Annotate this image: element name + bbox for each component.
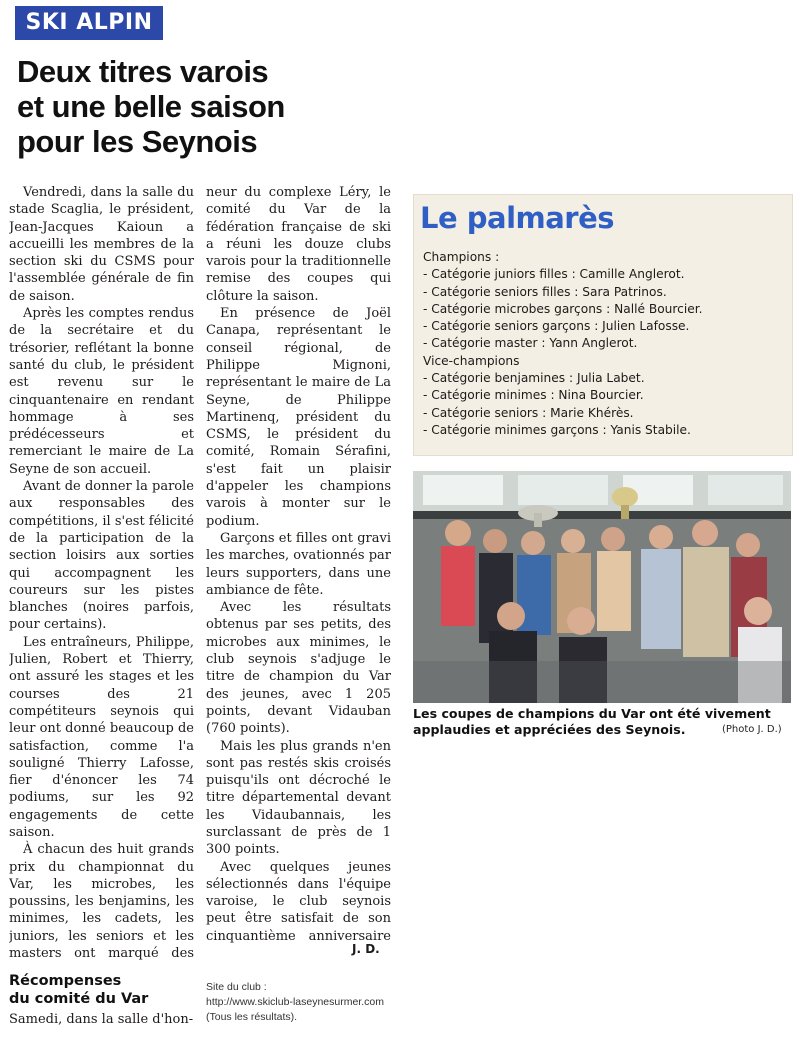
photo-caption: Les coupes de champions du Var ont été vivement applaudies et appréciées des Seynois.: [413, 706, 771, 737]
photo-illustration: [413, 471, 791, 703]
palmares-line: Vice-champions: [423, 353, 520, 368]
palmares-line: - Catégorie minimes garçons : Yanis Stabile.: [423, 422, 691, 437]
paragraph: À chacun des huit grands prix du championnat du Var, les microbes, les poussins, les benjamins, les minimes, les cadets, les juniors, les seniors et les masters ont marqué des: [9, 842, 194, 960]
paragraph-continued: Samedi, dans la salle d'hon-: [9, 1012, 194, 1027]
subheading-line: du comité du Var: [9, 991, 149, 1007]
palmares-title: Le palmarès: [420, 201, 615, 235]
palmares-list: [423, 249, 783, 439]
headline-line: et une belle saison: [17, 89, 285, 124]
paragraph: Avant de donner la parole aux responsables des compétitions, il s'est félicité de la participation de la section loisirs aux sorties qui accompagnent les coureurs sur les pistes blanches (noires parfois, pour certains).: [9, 479, 194, 633]
section-label: SKI ALPIN: [15, 6, 163, 40]
headline: [17, 54, 377, 159]
palmares-line: - Catégorie minimes : Nina Bourcier.: [423, 388, 644, 403]
palmares-line: - Catégorie microbes garçons : Nallé Bourcier.: [423, 301, 703, 316]
palmares-line: - Catégorie seniors : Marie Khérès.: [423, 405, 634, 420]
headline-line: Deux titres varois: [17, 54, 269, 89]
paragraph: Les entraîneurs, Philippe, Julien, Robert et Thierry, ont assuré les stages et les courses des 21 compétiteurs seynois qui leur ont donné beaucoup de satisfaction, comme l'a souligné Thierry Lafosse, fier d'énoncer les 74 podiums, sur les 92 engagements de cette saison.: [9, 634, 194, 840]
article-column-2: [206, 184, 391, 944]
paragraph: Vendredi, dans la salle du stade Scaglia, le président, Jean-Jacques Kaioun a accueilli les membres de la section ski du CSMS pour l'assemblée générale de fin de saison.: [9, 185, 194, 304]
paragraph: neur du complexe Léry, le comité du Var de la fédération française de ski a réuni les douze clubs varois pour la traditionnelle remise des coupes qui clôture la saison.: [206, 185, 391, 304]
site-label: Site du club :: [206, 981, 267, 993]
palmares-line: - Catégorie juniors filles : Camille Anglerot.: [423, 267, 685, 282]
palmares-line: - Catégorie master : Yann Anglerot.: [423, 336, 638, 351]
paragraph: Avec quelques jeunes sélectionnés dans l'équipe varoise, le club seynois peut être satisfait de son cinquantième anniversaire: [206, 859, 391, 944]
paragraph: Avec les résultats obtenus par ses petits, des microbes aux minimes, le club seynois s'adjuge le titre de champion du Var des jeunes, avec 1 205 points, devant Vidauban (760 points).: [206, 600, 391, 737]
palmares-line: - Catégorie seniors filles : Sara Patrinos.: [423, 284, 667, 299]
subheading-line: Récompenses: [9, 973, 122, 989]
palmares-line: Champions :: [423, 250, 500, 264]
palmares-box: [413, 194, 793, 456]
headline-line: pour les Seynois: [17, 124, 258, 159]
club-site-box: [206, 980, 396, 1025]
site-note: (Tous les résultats).: [206, 1011, 298, 1023]
paragraph: Après les comptes rendus de la secrétaire et du trésorier, reflétant la bonne santé du club, le président est revenu sur le cinquantenaire en rendant hommage à ses prédécesseurs et remerciant le maire de La Seyne de son accueil.: [9, 306, 194, 477]
group-photo: [413, 471, 791, 703]
palmares-line: - Catégorie seniors garçons : Julien Lafosse.: [423, 319, 690, 334]
paragraph: En présence de Joël Canapa, représentant le conseil régional, de Philippe Mignoni, représentant le maire de La Seyne, de Philippe Martinenq, président du CSMS, le président du comité, Romain Sérafini, s'est fait un plaisir d'appeler les champions varois à monter sur le podium.: [206, 306, 391, 529]
photo-credit: (Photo J. D.): [722, 724, 782, 735]
site-url[interactable]: http://www.skiclub-laseynesurmer.com: [206, 996, 384, 1008]
paragraph: Garçons et filles ont gravi les marches, ovationnés par leurs supporters, dans une ambiance de fête.: [206, 530, 391, 598]
article-column-1: [9, 184, 194, 960]
palmares-line: - Catégorie benjamines : Julia Labet.: [423, 371, 645, 386]
paragraph: Mais les plus grands n'en sont pas restés skis croisés puisqu'ils ont décroché le titre départemental devant les Vidaubannais, les surclassant de près de 1 300 points.: [206, 738, 391, 858]
author-signature: J. D.: [352, 942, 380, 956]
subheading: [9, 972, 199, 1008]
